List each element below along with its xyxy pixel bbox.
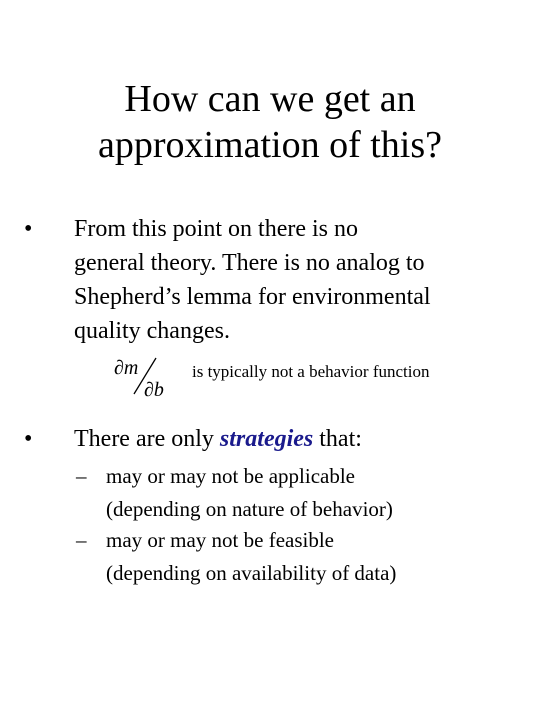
- slide-title: [30, 76, 510, 168]
- title-line-2: approximation of this?: [97, 124, 443, 166]
- strategies-emphasis: strategies: [219, 426, 314, 452]
- subbullet-dash: –: [76, 464, 87, 488]
- subbullet-feasible: [76, 524, 516, 590]
- bullet-text: [74, 422, 514, 456]
- bullet1-line-4: quality changes.: [74, 318, 230, 344]
- bullet-general-theory: [24, 212, 514, 348]
- subbullet-applicable: [76, 460, 516, 526]
- bullet-mark: •: [24, 216, 33, 242]
- bullet1-line-2: general theory. There is no analog to: [74, 250, 425, 276]
- bullet-strategies: [24, 422, 514, 456]
- sub1-line-1: may or may not be applicable: [106, 464, 355, 488]
- sub1-line-2: (depending on nature of behavior): [106, 497, 393, 521]
- formula-note: is typically not a behavior function: [192, 362, 430, 381]
- title-line-1: How can we get an: [124, 78, 416, 120]
- bullet2-line: [74, 422, 514, 456]
- subbullet-text: [106, 524, 516, 590]
- sub2-line-2: (depending on availability of data): [106, 561, 397, 585]
- partial-derivative-formula: [114, 356, 174, 398]
- bullet-text: [74, 212, 514, 348]
- formula-denominator: ∂b: [144, 379, 164, 398]
- bullet2-suffix: that:: [313, 426, 362, 452]
- subbullet-text: [106, 460, 516, 526]
- formula-numerator: ∂m: [114, 357, 139, 379]
- bullet2-prefix: There are only: [74, 426, 220, 452]
- bullet1-line-1: From this point on there is no: [74, 216, 358, 242]
- bullet1-line-3: Shepherd’s lemma for environmental: [74, 284, 431, 310]
- bullet-mark: •: [24, 426, 33, 452]
- sub2-line-1: may or may not be feasible: [106, 528, 335, 552]
- subbullet-dash: –: [76, 528, 87, 552]
